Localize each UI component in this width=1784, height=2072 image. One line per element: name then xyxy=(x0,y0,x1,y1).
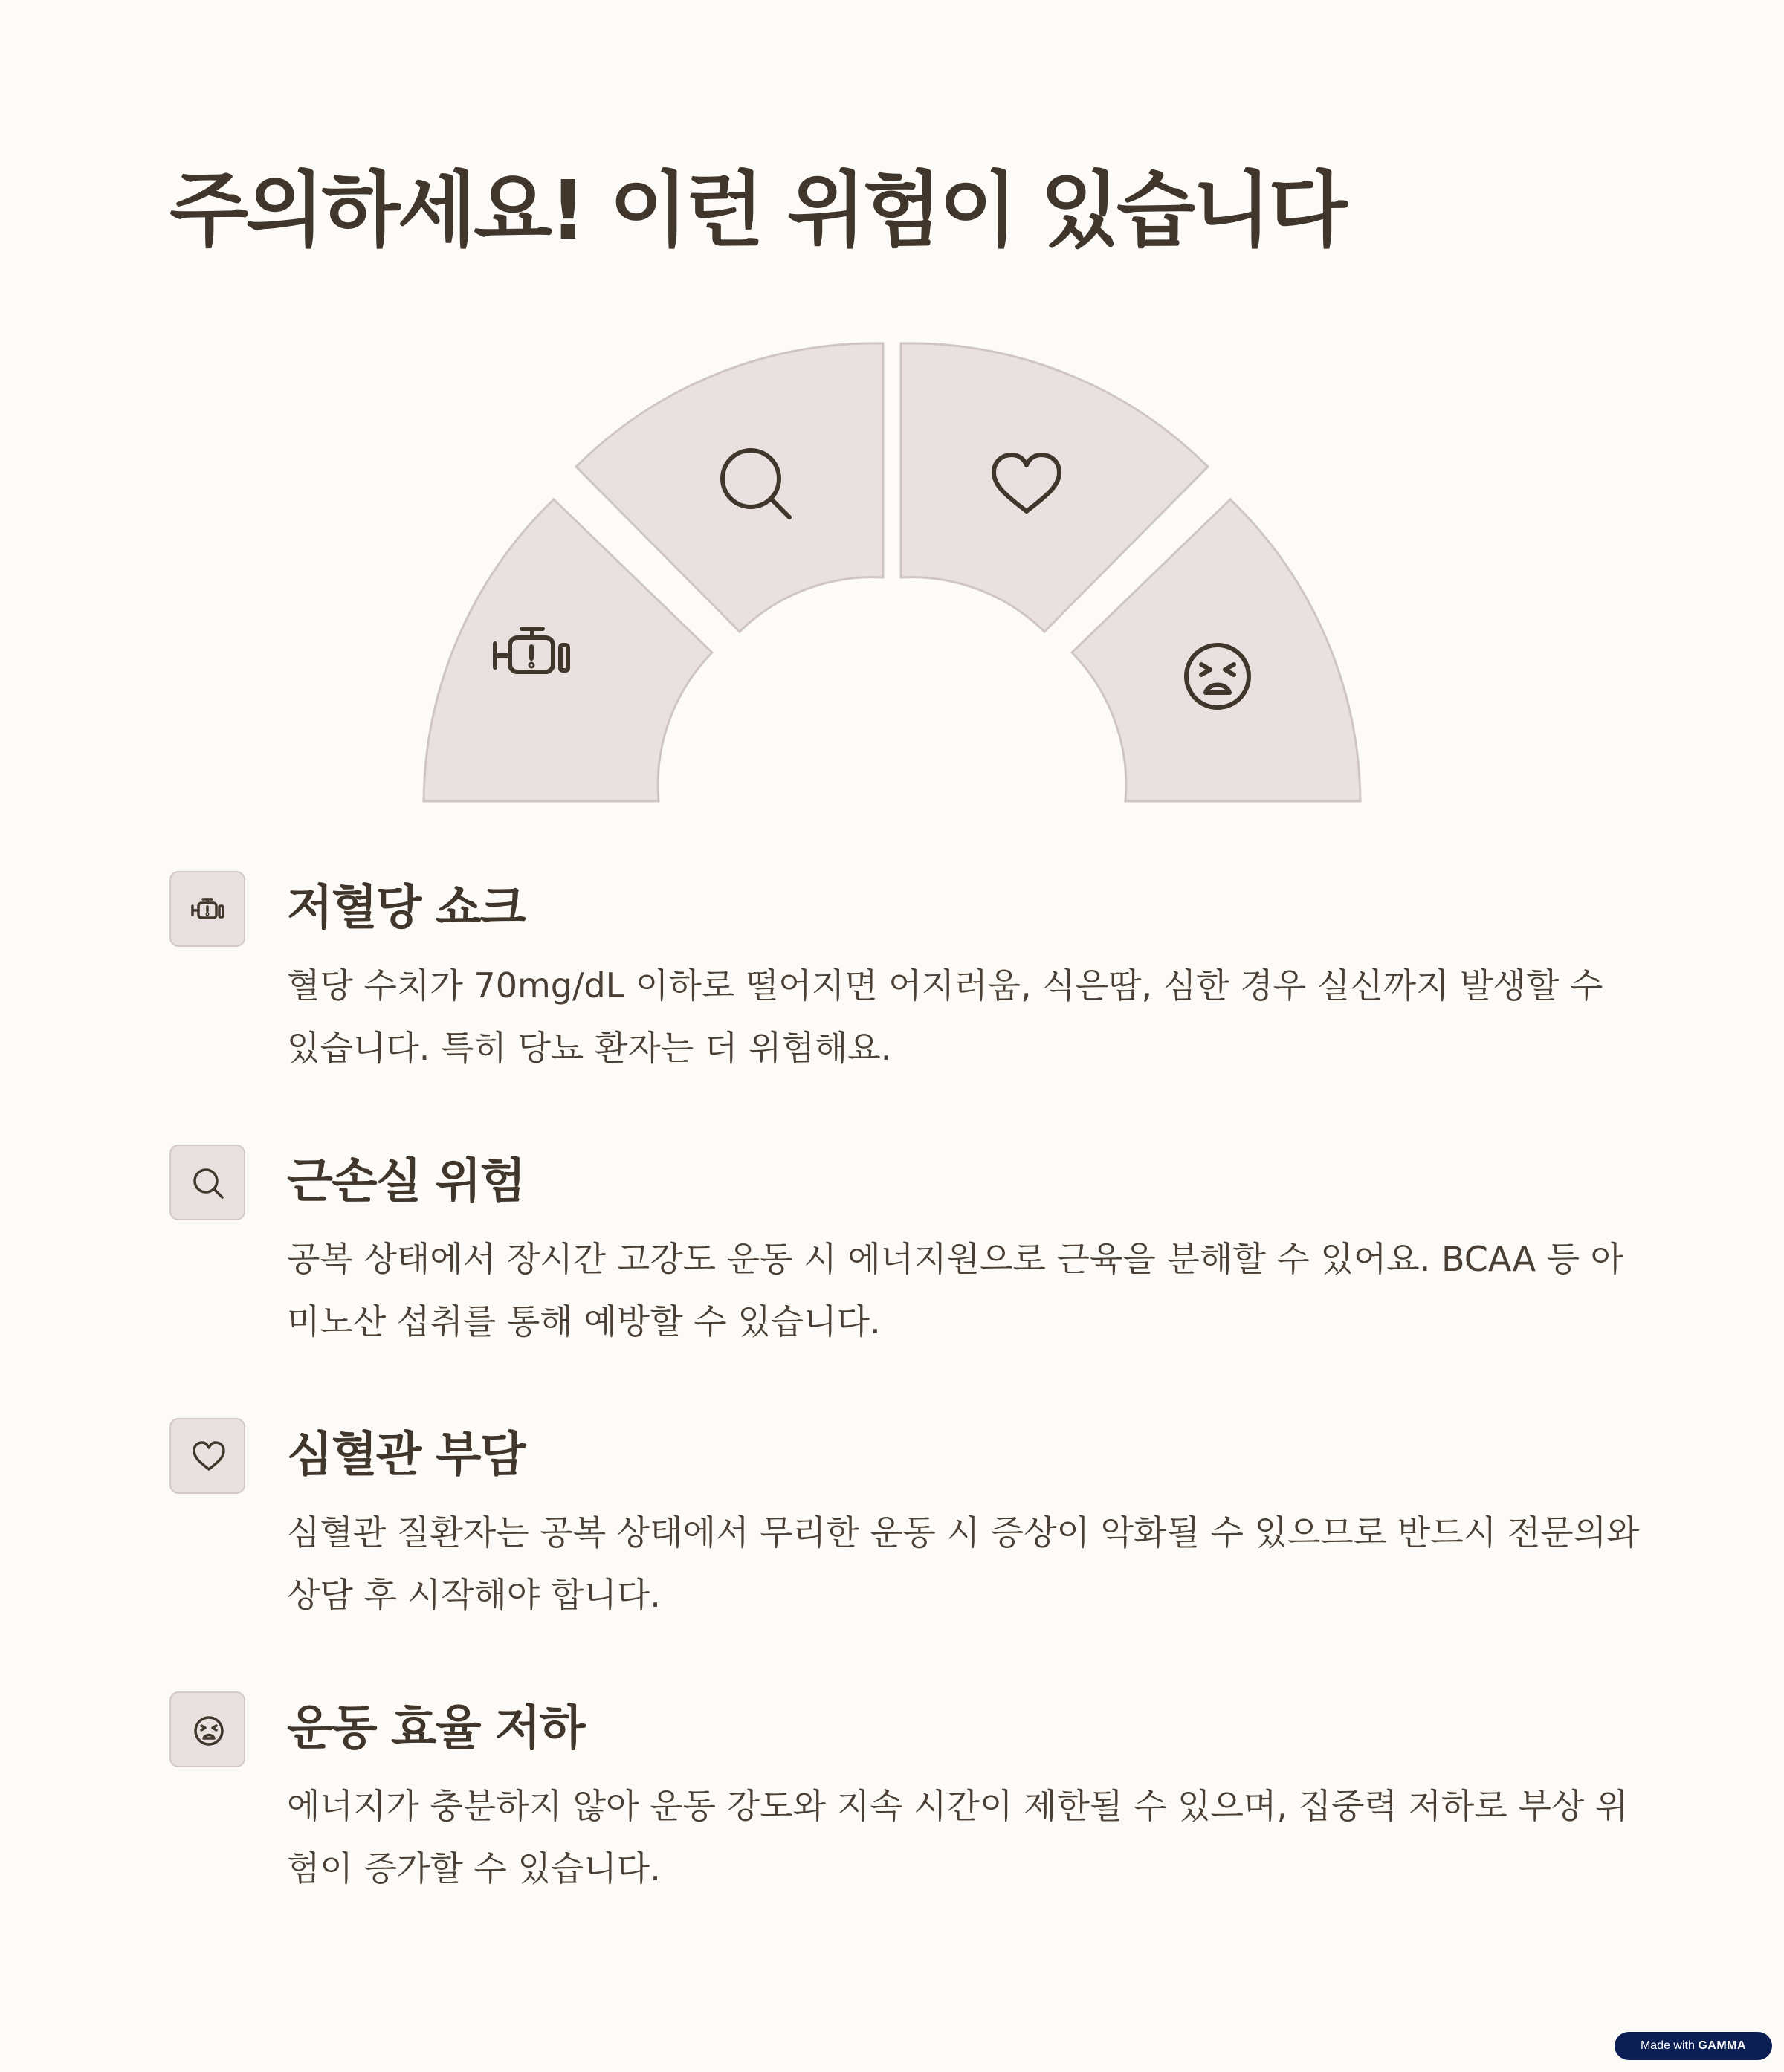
heart-icon xyxy=(187,1435,231,1480)
badge-brand: GAMMA xyxy=(1698,2039,1747,2052)
engine-warning-icon xyxy=(187,888,231,933)
risk-description: 혈당 수치가 70mg/dL 이하로 떨어지면 어지러움, 식은땀, 심한 경우 실신까지 발생할 수 있습니다. 특히 당뇨 환자는 더 위험해요. xyxy=(287,965,1603,1068)
made-with-gamma-badge[interactable] xyxy=(1615,2032,1772,2060)
risk-title: 심혈관 부담 xyxy=(287,1428,525,1483)
risk-icon-box xyxy=(169,871,245,947)
tired-face-icon xyxy=(187,1709,231,1753)
risk-description: 심혈관 질환자는 공복 상태에서 무리한 운동 시 증상이 악화될 수 있으므로 반드시 전문의와 상담 후 시작해야 합니다. xyxy=(287,1512,1640,1615)
risk-icon-box xyxy=(169,1418,245,1494)
risk-title: 저혈당 쇼크 xyxy=(287,881,525,936)
risk-title: 운동 효율 저하 xyxy=(287,1701,584,1756)
risk-description: 에너지가 충분하지 않아 운동 강도와 지속 시간이 제한될 수 있으며, 집중력 저하로 부상 위험이 증가할 수 있습니다. xyxy=(287,1786,1629,1888)
risk-icon-box xyxy=(169,1691,245,1767)
risk-icon-box xyxy=(169,1145,245,1220)
risk-title: 근손실 위험 xyxy=(287,1154,525,1209)
search-icon xyxy=(187,1162,231,1206)
risk-gauge xyxy=(0,0,1784,825)
risk-description: 공복 상태에서 장시간 고강도 운동 시 에너지원으로 근육을 분해할 수 있어요. BCAA 등 아미노산 섭취를 통해 예방할 수 있습니다. xyxy=(287,1239,1624,1341)
badge-prefix: Made with xyxy=(1640,2039,1695,2052)
page-title: 주의하세요! 이런 위험이 있습니다 xyxy=(169,163,1345,258)
